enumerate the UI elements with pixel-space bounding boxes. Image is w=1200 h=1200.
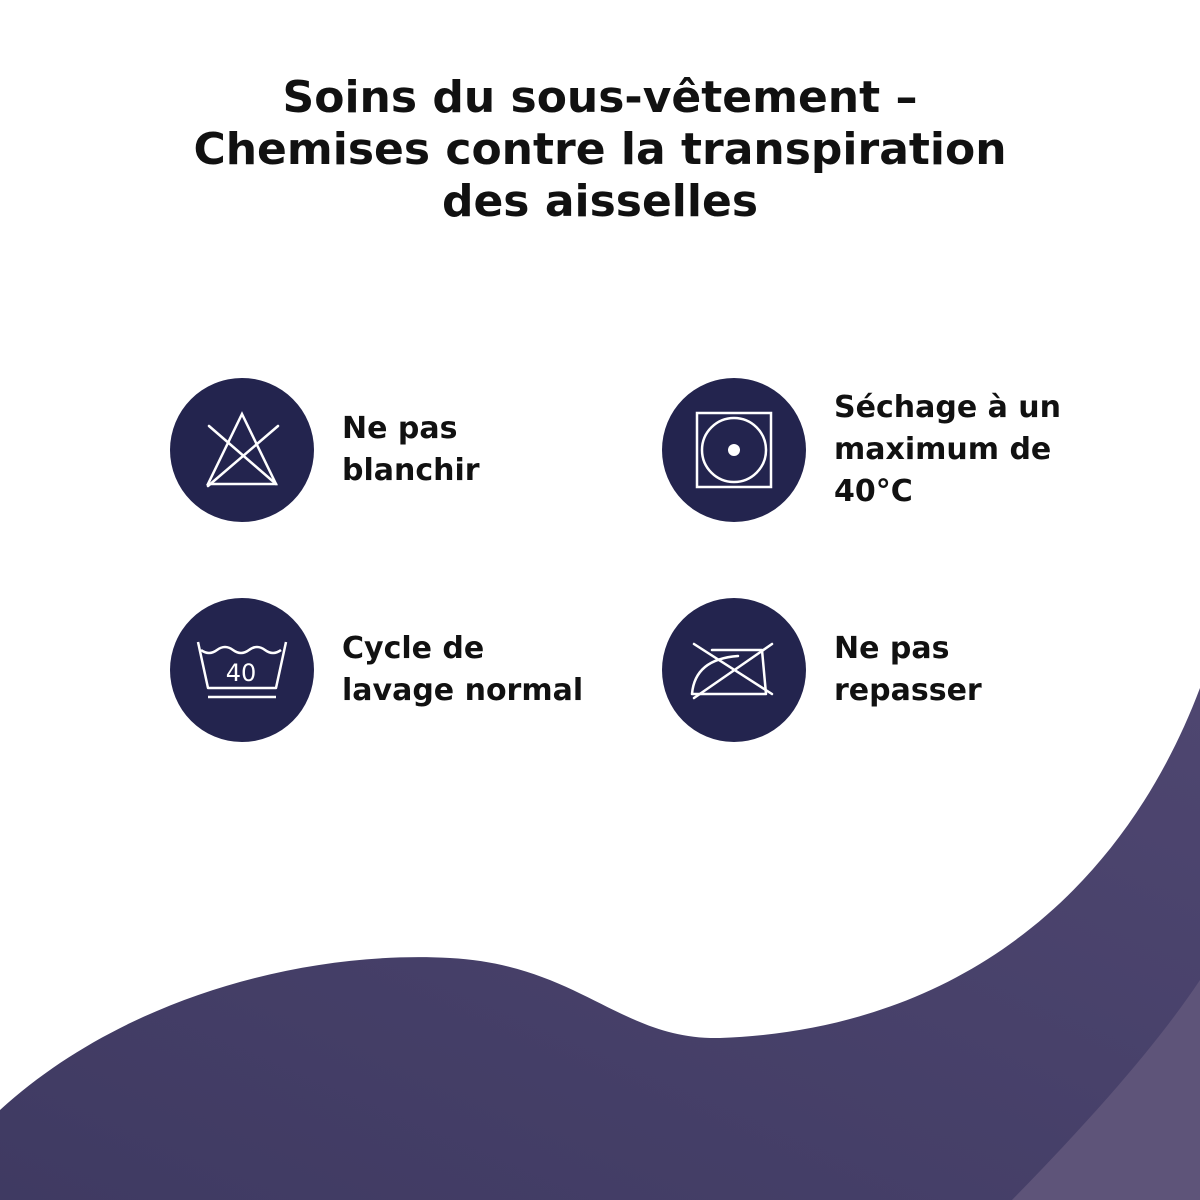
care-label-line: blanchir [342,453,480,488]
page-title [100,72,1100,228]
care-label [342,408,480,492]
no-bleach-icon-badge [170,378,314,522]
care-label [342,628,583,712]
wash-40-icon [170,598,314,742]
care-item-no-iron [662,598,982,742]
title-line: Soins du sous-vêtement – [282,72,918,123]
no-iron-icon-badge [662,598,806,742]
care-label [834,628,982,712]
title-line: des aisselles [441,176,759,227]
care-label-line: Cycle de [342,631,485,666]
wash-40-icon-badge [170,598,314,742]
care-label-line: repasser [834,673,982,708]
tumble-dry-low-icon [662,378,806,522]
care-item-tumble-dry [662,378,1061,522]
care-item-wash-40 [170,598,583,742]
care-label-line: Ne pas [834,631,950,666]
no-bleach-icon [170,378,314,522]
title-line: Chemises contre la transpiration [193,124,1007,175]
wash-temperature-label: 40 [225,659,257,687]
care-item-no-bleach [170,378,480,522]
care-label-line: maximum de [834,432,1052,467]
tumble-dry-icon-badge [662,378,806,522]
care-label-line: Séchage à un [834,390,1062,425]
care-label-line: Ne pas [342,411,458,446]
care-label-line: lavage normal [342,673,584,708]
care-label-line: 40°C [834,474,913,509]
care-label [834,387,1061,513]
no-iron-icon [662,598,806,742]
